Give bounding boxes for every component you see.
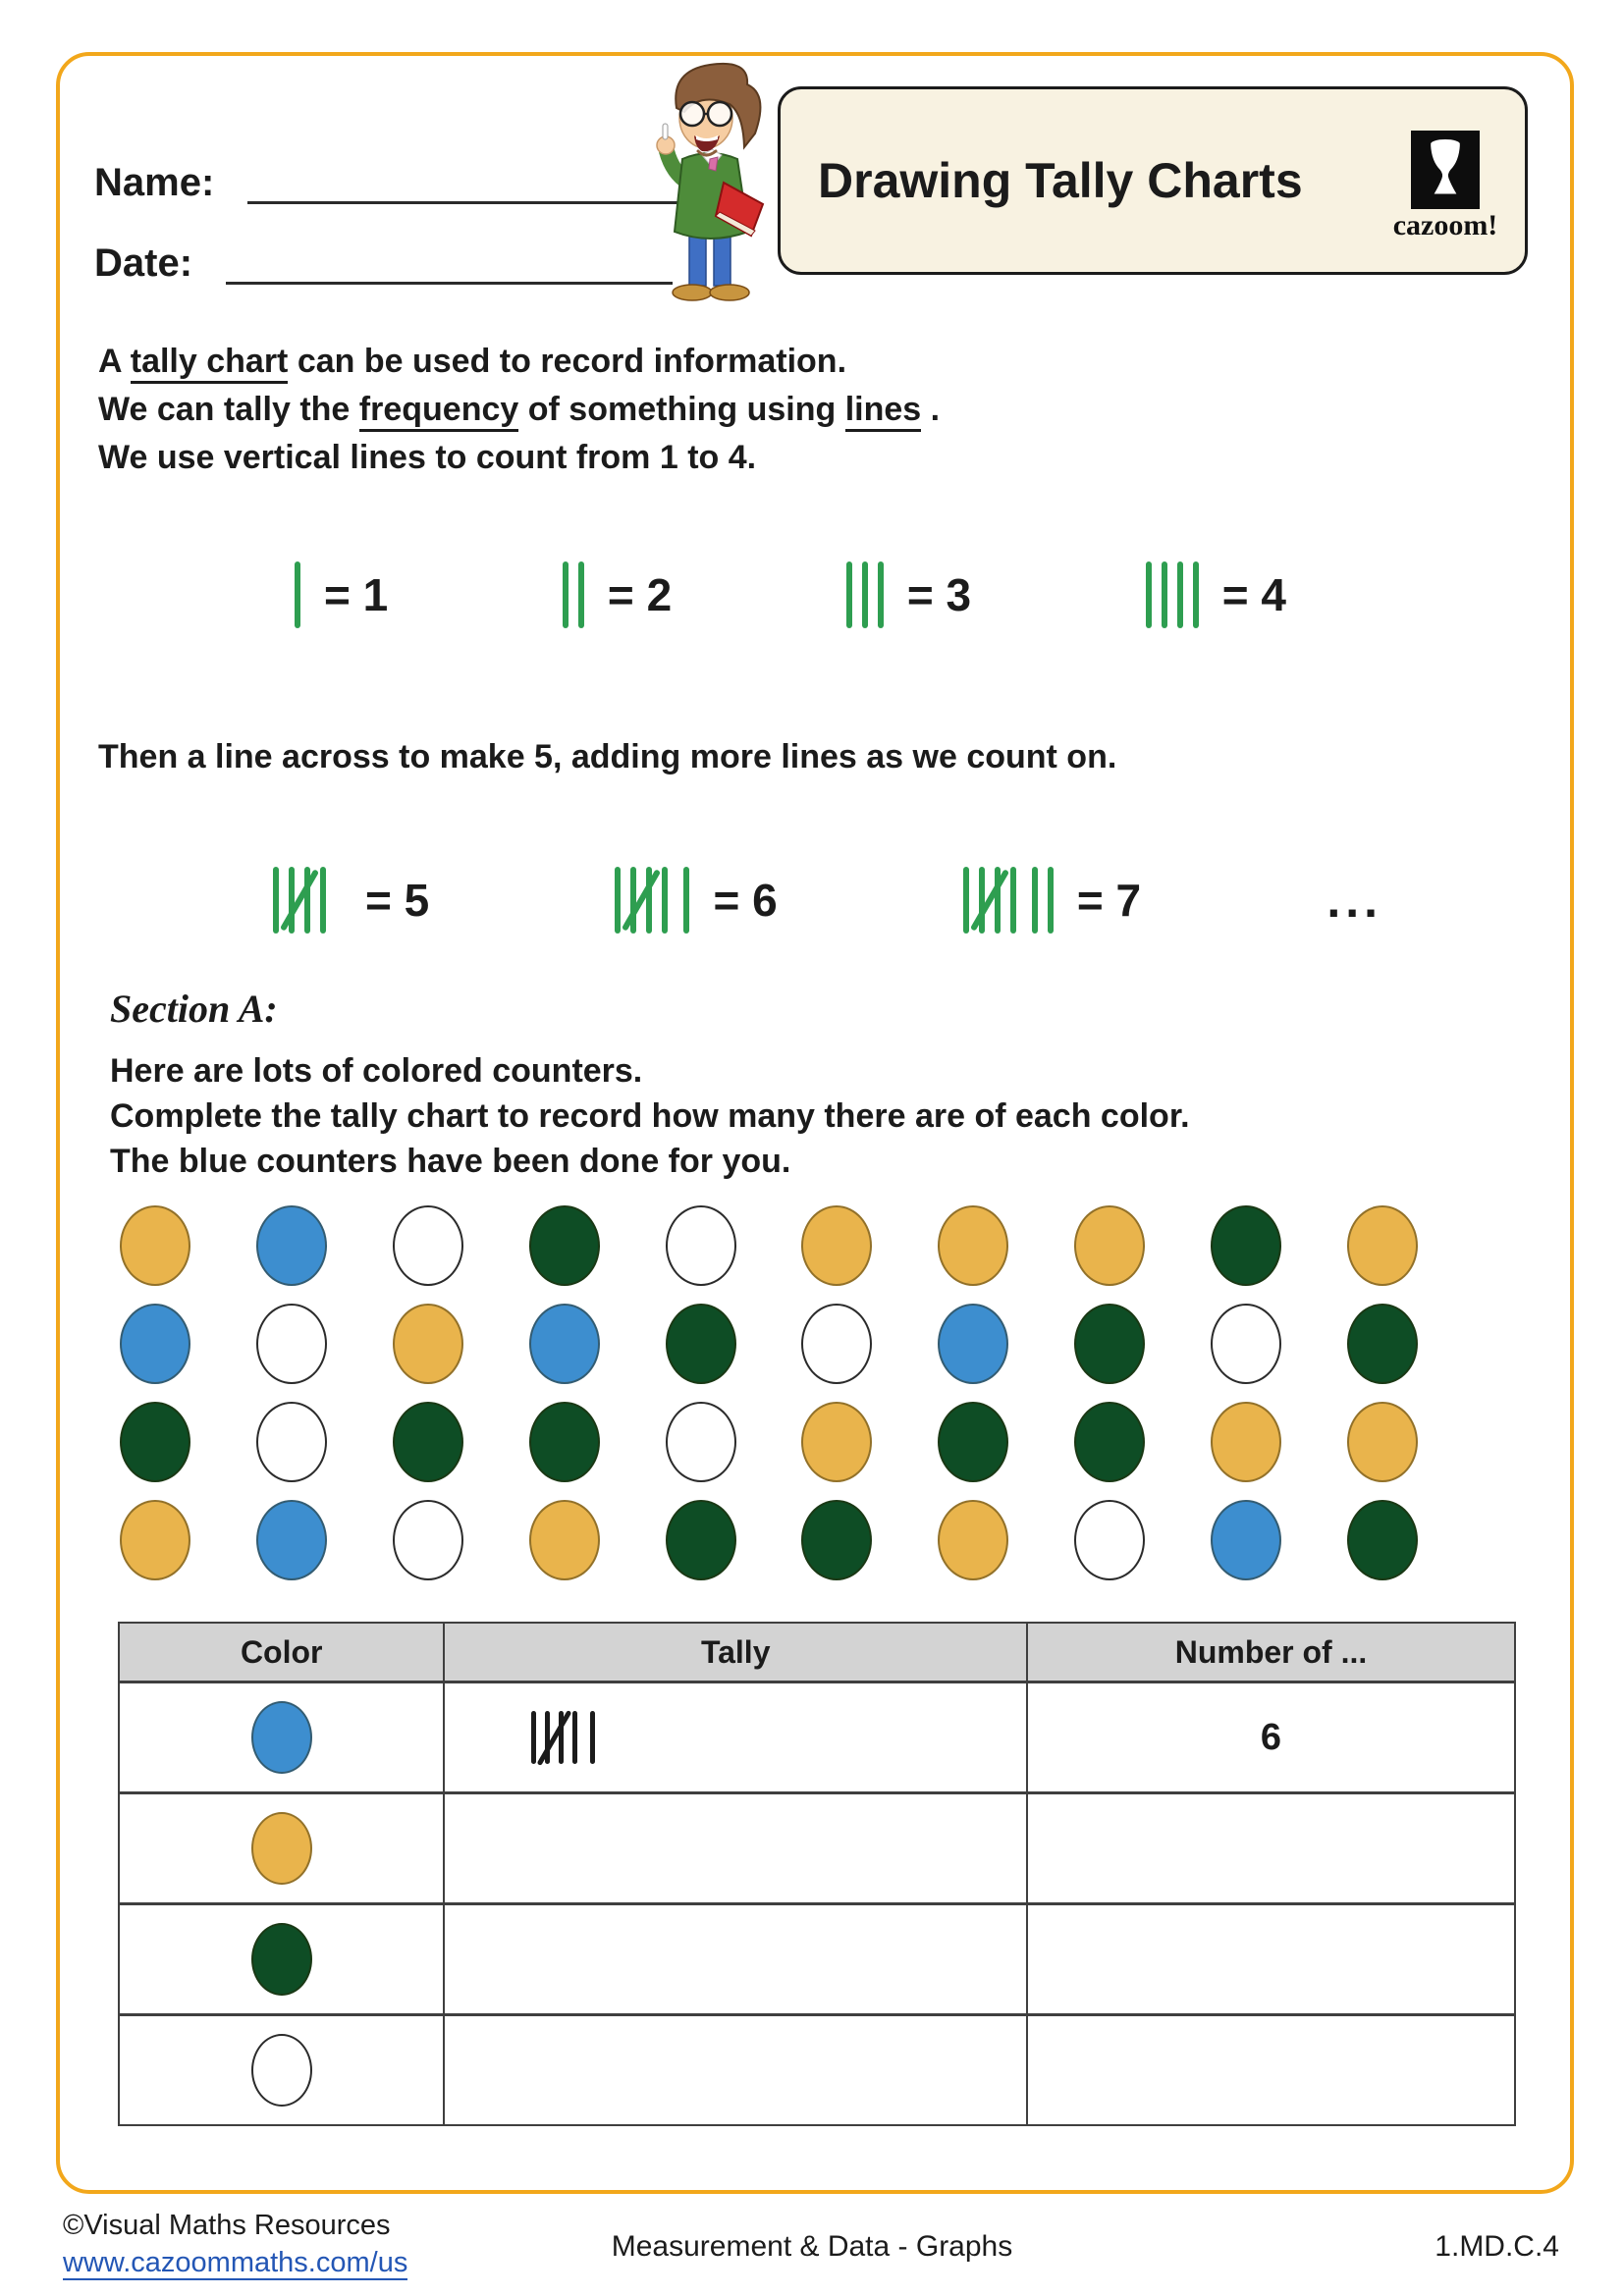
name-field-row (94, 157, 694, 204)
table-cell-number-blue: 6 (1026, 1683, 1514, 1791)
text-segment: A (98, 343, 131, 380)
green-counter (529, 1205, 600, 1286)
tally-value-label: = 3 (906, 569, 972, 620)
underlined-term: tally chart (131, 343, 289, 384)
date-label: Date: (94, 241, 193, 285)
underlined-term: lines (845, 391, 921, 432)
table-cell-number-white (1026, 2016, 1514, 2124)
orange-counter (529, 1500, 600, 1580)
orange-counter (938, 1205, 1008, 1286)
white-counter (393, 1205, 463, 1286)
mid-instruction: Then a line across to make 5, adding more lines as we count on. (98, 738, 1117, 775)
orange-counter (938, 1500, 1008, 1580)
orange-counter (1347, 1402, 1418, 1482)
green-counter (393, 1402, 463, 1482)
tally-example-4 (1146, 561, 1286, 628)
tally-marks-5 (273, 867, 342, 934)
table-row-orange (120, 1791, 1514, 1902)
table-cell-color-green (120, 1905, 443, 2013)
green-counter (666, 1304, 736, 1384)
counters-grid (120, 1205, 1418, 1580)
section-a-line: Here are lots of colored counters. (110, 1052, 643, 1090)
text-segment: We use vertical lines to count from 1 to 4. (98, 439, 757, 476)
white-counter (251, 2034, 312, 2107)
tally-marks-6 (531, 1711, 595, 1764)
table-cell-tally-white (443, 2016, 1026, 2124)
blue-counter (251, 1701, 312, 1774)
white-counter (256, 1304, 327, 1384)
tally-value-label: = 6 (713, 875, 778, 926)
tally-value-label: = 7 (1076, 875, 1142, 926)
intro-text (98, 338, 940, 482)
green-counter (1074, 1402, 1145, 1482)
header-tally: Tally (443, 1624, 1026, 1681)
white-counter (801, 1304, 872, 1384)
orange-counter (1347, 1205, 1418, 1286)
section-a-line: The blue counters have been done for you. (110, 1143, 791, 1180)
counter-row-3 (120, 1402, 1418, 1482)
tally-examples-5-7 (273, 846, 1382, 954)
text-segment: can be used to record information. (288, 343, 847, 380)
orange-counter (1074, 1205, 1145, 1286)
tally-example-3 (846, 561, 971, 628)
white-counter (666, 1205, 736, 1286)
white-counter (666, 1402, 736, 1482)
table-header-row (120, 1624, 1514, 1681)
tally-marks-1 (295, 561, 300, 628)
tally-example-1 (295, 561, 388, 628)
tally-value-label: = 1 (324, 569, 389, 620)
white-counter (393, 1500, 463, 1580)
orange-counter (393, 1304, 463, 1384)
table-row-green (120, 1902, 1514, 2013)
date-underline (226, 242, 673, 285)
green-counter (938, 1402, 1008, 1482)
tally-example-5 (273, 867, 429, 934)
table-cell-number-orange (1026, 1794, 1514, 1902)
green-counter (1074, 1304, 1145, 1384)
blue-counter (120, 1304, 190, 1384)
tally-marks-7 (963, 867, 1054, 934)
green-counter (1347, 1500, 1418, 1580)
blue-counter (529, 1304, 600, 1384)
date-field-row (94, 238, 673, 285)
table-cell-tally-blue (443, 1683, 1026, 1791)
white-counter (1074, 1500, 1145, 1580)
orange-counter (1211, 1402, 1281, 1482)
green-counter (666, 1500, 736, 1580)
page-title: Drawing Tally Charts (818, 153, 1303, 208)
table-row-white (120, 2013, 1514, 2124)
counter-row-2 (120, 1304, 1418, 1384)
intro-line (98, 338, 940, 386)
footer-topic: Measurement & Data - Graphs (611, 2230, 1013, 2263)
orange-counter (120, 1500, 190, 1580)
website-link[interactable]: www.cazoommaths.com/us (63, 2247, 408, 2278)
cazoom-logo (1391, 131, 1499, 242)
intro-line (98, 434, 940, 482)
tally-table (118, 1622, 1516, 2126)
tally-example-2 (563, 561, 672, 628)
section-a-heading: Section A: (110, 987, 278, 1031)
green-counter (120, 1402, 190, 1482)
name-underline (247, 162, 694, 204)
table-cell-number-green (1026, 1905, 1514, 2013)
table-cell-tally-orange (443, 1794, 1026, 1902)
table-cell-color-orange (120, 1794, 443, 1902)
logo-text: cazoom! (1392, 209, 1498, 241)
title-box (778, 86, 1528, 275)
tally-marks-6 (615, 867, 689, 934)
orange-counter (801, 1205, 872, 1286)
green-counter (1211, 1205, 1281, 1286)
green-counter (529, 1402, 600, 1482)
white-counter (1211, 1304, 1281, 1384)
tally-value-label: = 5 (365, 875, 430, 926)
tally-examples-1-4 (295, 546, 1286, 644)
copyright-text: ©Visual Maths Resources (63, 2210, 391, 2241)
tally-marks-3 (846, 561, 884, 628)
blue-counter (256, 1500, 327, 1580)
orange-counter (801, 1402, 872, 1482)
text-segment: of something using (518, 391, 845, 428)
tally-value-label: = 2 (607, 569, 673, 620)
underlined-term: frequency (359, 391, 519, 432)
standard-code: 1.MD.C.4 (1435, 2230, 1559, 2263)
green-counter (801, 1500, 872, 1580)
table-cell-color-white (120, 2016, 443, 2124)
tally-example-7 (963, 867, 1141, 934)
green-counter (251, 1923, 312, 1996)
blue-counter (1211, 1500, 1281, 1580)
tally-example-6 (615, 867, 777, 934)
orange-counter (251, 1812, 312, 1885)
section-a-line: Complete the tally chart to record how many there are of each color. (110, 1097, 1190, 1135)
tally-value-label: = 4 (1221, 569, 1286, 620)
name-label: Name: (94, 161, 215, 204)
header-number: Number of ... (1026, 1624, 1514, 1681)
teacher-illustration (633, 57, 790, 307)
tally-marks-4 (1146, 561, 1199, 628)
table-cell-color-blue (120, 1683, 443, 1791)
drum-icon (1411, 131, 1480, 209)
ellipsis-text: ... (1326, 873, 1382, 928)
orange-counter (120, 1205, 190, 1286)
white-counter (256, 1402, 327, 1482)
table-row-blue (120, 1681, 1514, 1791)
blue-counter (938, 1304, 1008, 1384)
counter-row-1 (120, 1205, 1418, 1286)
text-segment: . (921, 391, 941, 428)
table-cell-tally-green (443, 1905, 1026, 2013)
section-a-instructions (110, 1048, 1190, 1184)
tally-marks-2 (563, 561, 584, 628)
green-counter (1347, 1304, 1418, 1384)
blue-counter (256, 1205, 327, 1286)
intro-line (98, 386, 940, 434)
text-segment: We can tally the (98, 391, 359, 428)
counter-row-4 (120, 1500, 1418, 1580)
header-color: Color (120, 1624, 443, 1681)
